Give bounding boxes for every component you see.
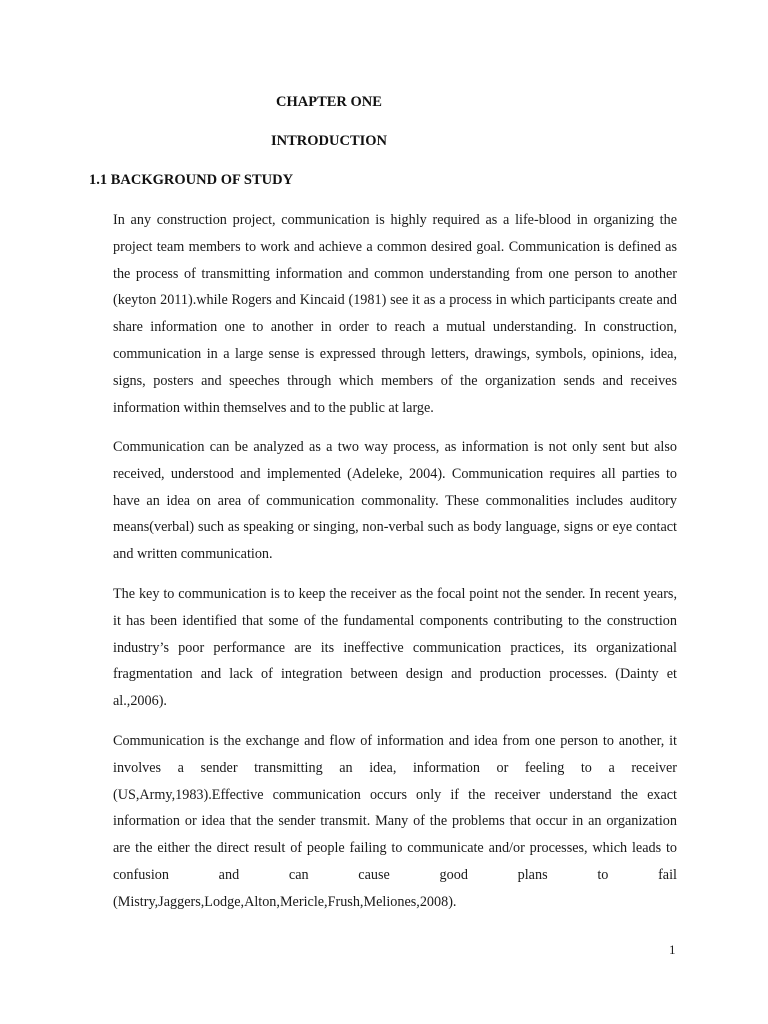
introduction-heading: INTRODUCTION [271,133,388,149]
paragraph: Communication can be analyzed as a two way process, as information is not only sent but also received, understood and implemented (Adeleke, 2004). Communication requires all parties to have an idea on area of communication commonality. These commonalities includes auditory means(verbal) such as speaking or singing, non-verbal such as body language, signs or eye contact and written communication. [113,439,677,563]
paragraph: In any construction project, communication is highly required as a life-blood in organizing the project team members to work and achieve a common desired goal. Communication is defined as the process of transmitting information and common understanding from one person to another (keyton 2011).while Rogers and Kincaid (1981) see it as a process in which participants create and share information one to another in order to reach a mutual understanding. In construction, communication in a large sense is expressed through letters, drawings, symbols, opinions, idea, signs, posters and speeches through which members of the organization sends and receives information within themselves and to the public at large. [113,212,677,416]
section-heading: 1.1 BACKGROUND OF STUDY [89,172,294,188]
paragraph: The key to communication is to keep the receiver as the focal point not the sender. In recent years, it has been identified that some of the fundamental components contributing to the construction industry’s poor performance are its ineffective communication practices, its organizational fragmentation and lack of integration between design and production processes. (Dainty et al.,2006). [113,586,677,710]
page-number: 1 [669,942,676,957]
paragraph: Communication is the exchange and flow of information and idea from one person to another, it involves a sender transmitting an idea, information or feeling to a receiver (US,Army,1983).Effective communication occurs only if the receiver understand the exact information or idea that the sender transmit. Many of the problems that occur in an organization are the either the direct result of people failing to communicate and/or processes, which leads to confusion and can cause good plans to fail (Mistry,Jaggers,Lodge,Alton,Mericle,Frush,Meliones,2008). [113,733,677,910]
chapter-heading: CHAPTER ONE [276,94,382,110]
